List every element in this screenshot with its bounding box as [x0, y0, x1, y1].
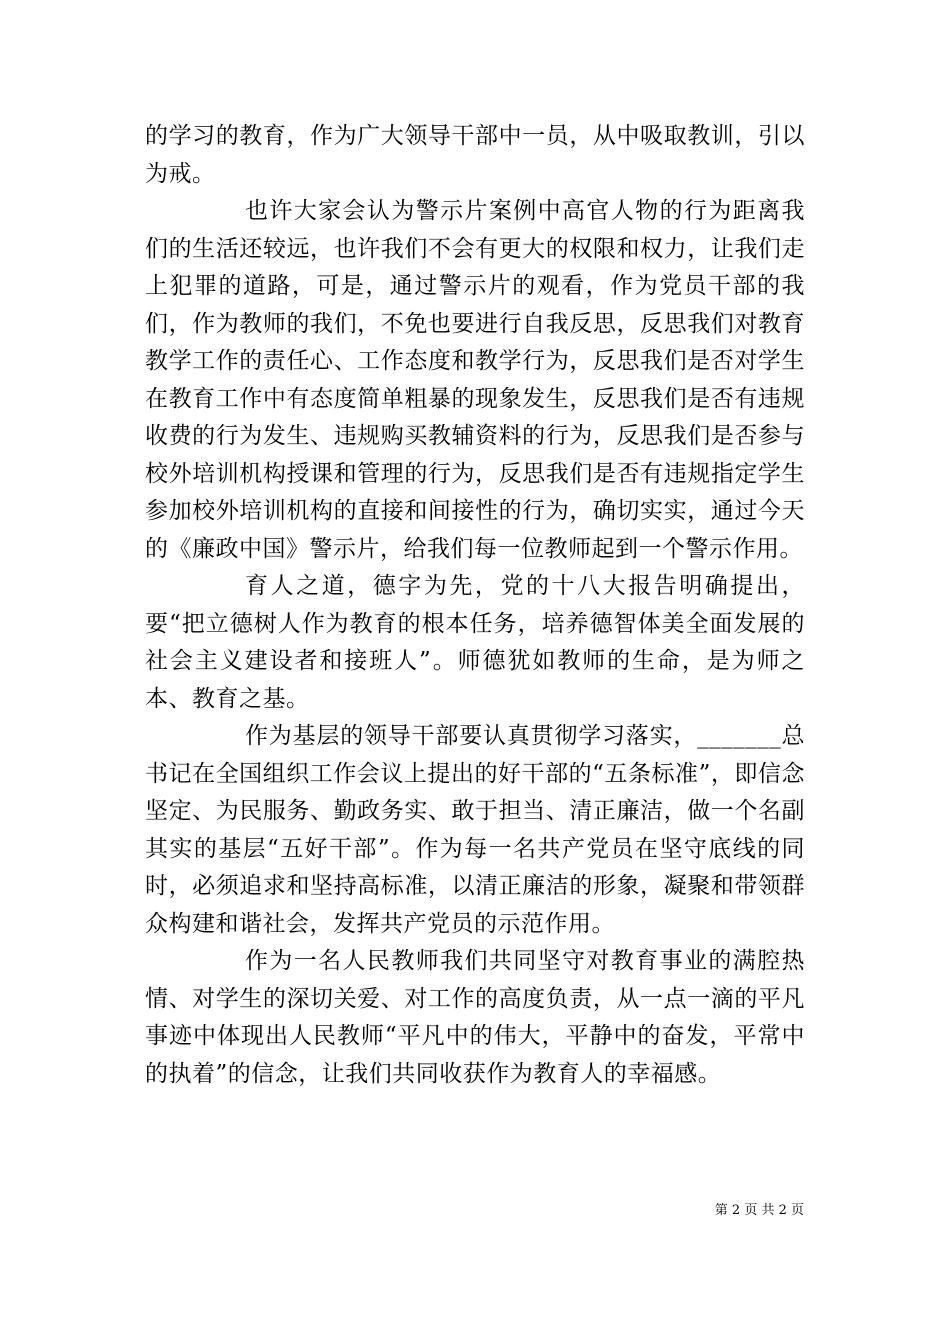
paragraph-five-standards: 作为基层的领导干部要认真贯彻学习落实，_______总书记在全国组织工作会议上提出的好干部的“五条标准”，即信念坚定、为民服务、勤政务实、敢于担当、清正廉洁，做一个名副其实的基层“五好干部”。作为每一名共产党员在坚守底线的同时，必须追求和坚持高标准，以清正廉洁的形象，凝聚和带领群众构建和谐社会，发挥共产党员的示范作用。 — [145, 723, 805, 937]
paragraph-moral-education: 育人之道，德字为先，党的十八大报告明确提出，要“把立德树人作为教育的根本任务，培养德智体美全面发展的社会主义建设者和接班人”。师德犹如教师的生命，是为师之本、教育之基。 — [145, 573, 805, 712]
document-body — [145, 118, 805, 1093]
paragraph-continuation: 的学习的教育，作为广大领导干部中一员，从中吸取教训，引以为戒。 — [145, 123, 805, 187]
page-number-footer: 第 2 页 共 2 页 — [714, 1203, 804, 1218]
paragraph-teacher-dedication: 作为一名人民教师我们共同坚守对教育事业的满腔热情、对学生的深切关爱、对工作的高度负责，从一点一滴的平凡事迹中体现出人民教师“平凡中的伟大，平静中的奋发，平常中的执着”的信念，让我们共同收获作为教育人的幸福感。 — [145, 948, 805, 1087]
paragraph-warning-film-reflection: 也许大家会认为警示片案例中高官人物的行为距离我们的生活还较远，也许我们不会有更大的权限和权力，让我们走上犯罪的道路，可是，通过警示片的观看，作为党员干部的我们，作为教师的我们，不免也要进行自我反思，反思我们对教育教学工作的责任心、工作态度和教学行为，反思我们是否对学生在教育工作中有态度简单粗暴的现象发生，反思我们是否有违规收费的行为发生、违规购买教辅资料的行为，反思我们是否参与校外培训机构授课和管理的行为，反思我们是否有违规指定学生参加校外培训机构的直接和间接性的行为，确切实实，通过今天的《廉政中国》警示片，给我们每一位教师起到一个警示作用。 — [145, 198, 805, 562]
